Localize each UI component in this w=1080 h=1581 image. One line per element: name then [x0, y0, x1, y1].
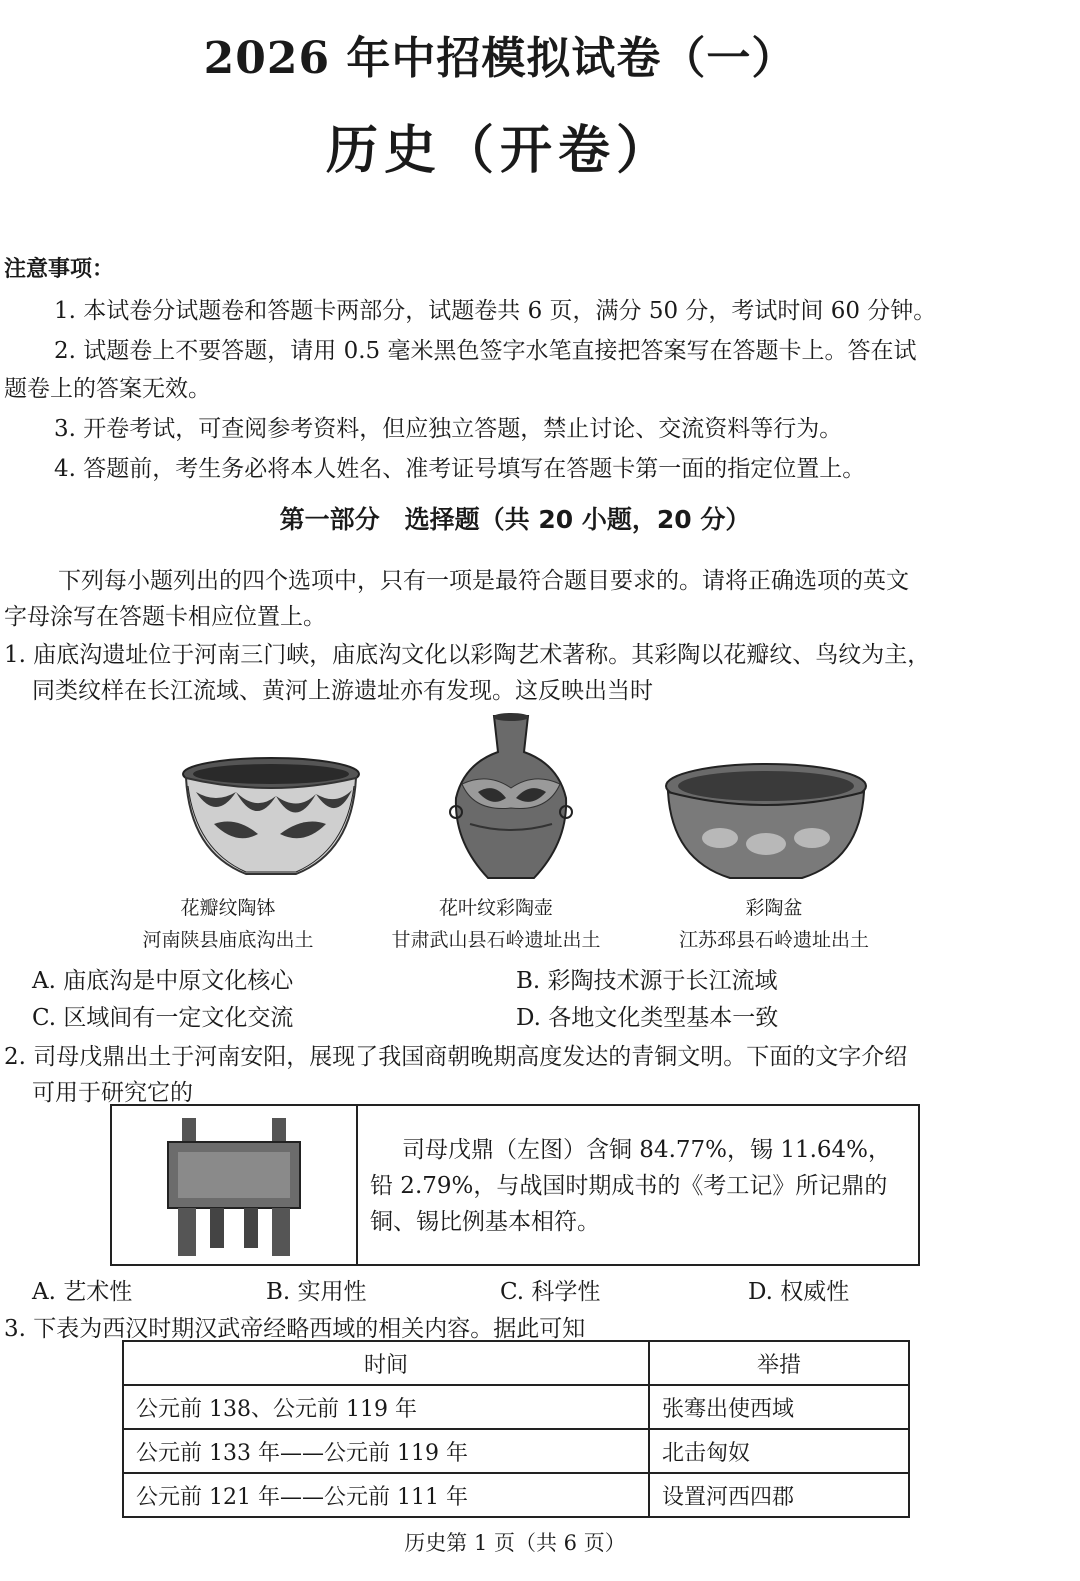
question-1-stem: 1. 庙底沟遗址位于河南三门峡，庙底沟文化以彩陶艺术著称。其彩陶以花瓣纹、鸟纹为主， — [4, 642, 931, 668]
image-caption-origin: 江苏邳县石岭遗址出土 — [678, 929, 869, 951]
image-caption-origin: 甘肃武山县石岭遗址出土 — [391, 929, 601, 951]
question-2-option-b: B. 实用性 — [266, 1279, 367, 1305]
image-caption-name: 花叶纹彩陶壶 — [438, 897, 553, 919]
table-row — [123, 1473, 909, 1517]
image-caption-name: 花瓣纹陶钵 — [180, 897, 276, 919]
question-2-option-c: C. 科学性 — [500, 1279, 601, 1305]
simuwu-ding-image — [164, 1112, 304, 1260]
question-1-stem: 同类纹样在长江流域、黄河上游遗址亦有发现。这反映出当时 — [32, 678, 653, 704]
question-1-option-a: A. 庙底沟是中原文化核心 — [32, 968, 294, 994]
image-caption-name: 彩陶盆 — [745, 897, 803, 919]
table-header-measure: 举措 — [649, 1341, 909, 1385]
table-cell-measure: 设置河西四郡 — [649, 1473, 909, 1517]
painted-basin-image — [660, 760, 872, 882]
question-2-material-box — [110, 1104, 920, 1266]
table-cell-measure: 北击匈奴 — [649, 1429, 909, 1473]
question-1-option-c: C. 区域间有一定文化交流 — [32, 1005, 294, 1031]
question-2-option-a: A. 艺术性 — [32, 1279, 133, 1305]
table-cell-time: 公元前 121 年——公元前 111 年 — [123, 1473, 649, 1517]
notice-item: 3. 开卷考试，可查阅参考资料，但应独立答题，禁止讨论、交流资料等行为。 — [54, 416, 843, 442]
notice-item: 4. 答题前，考生务必将本人姓名、准考证号填写在答题卡第一面的指定位置上。 — [54, 456, 866, 482]
exam-subject: 历史（开卷） — [325, 121, 674, 181]
flower-leaf-jar-image — [448, 712, 574, 884]
question-1-option-b: B. 彩陶技术源于长江流域 — [516, 968, 778, 994]
question-3-table — [122, 1340, 910, 1518]
table-cell-time: 公元前 138、公元前 119 年 — [123, 1385, 649, 1429]
table-cell-measure: 张骞出使西域 — [649, 1385, 909, 1429]
question-2-material-text: 司母戊鼎（左图）含铜 84.77%，锡 11.64%，铅 2.79%，与战国时期成书的《考工记》所记鼎的铜、锡比例基本相符。 — [370, 1137, 892, 1235]
petal-pattern-bowl-image — [176, 752, 366, 882]
page-footer: 历史第 1 页（共 6 页） — [404, 1531, 626, 1555]
section-instructions: 字母涂写在答题卡相应位置上。 — [4, 604, 326, 630]
table-header-row — [123, 1341, 909, 1385]
notice-item: 1. 本试卷分试题卷和答题卡两部分，试题卷共 6 页，满分 50 分，考试时间 60 分钟。 — [54, 298, 937, 324]
exam-title: 2026 年中招模拟试卷（一） — [203, 33, 797, 84]
question-1-option-d: D. 各地文化类型基本一致 — [516, 1005, 779, 1031]
question-2-stem: 可用于研究它的 — [32, 1080, 193, 1106]
table-row — [123, 1385, 909, 1429]
notice-heading: 注意事项： — [4, 257, 115, 282]
question-2-stem: 2. 司母戊鼎出土于河南安阳，展现了我国商朝晚期高度发达的青铜文明。下面的文字介绍 — [4, 1044, 908, 1070]
section-instructions: 下列每小题列出的四个选项中，只有一项是最符合题目要求的。请将正确选项的英文 — [58, 568, 909, 594]
table-row — [123, 1429, 909, 1473]
image-caption-origin: 河南陕县庙底沟出土 — [142, 929, 314, 951]
table-header-time: 时间 — [123, 1341, 649, 1385]
section-heading: 第一部分 选择题（共 20 小题，20 分） — [279, 505, 751, 534]
notice-item: 题卷上的答案无效。 — [4, 376, 211, 402]
question-3-stem: 3. 下表为西汉时期汉武帝经略西域的相关内容。据此可知 — [4, 1316, 586, 1342]
table-cell-time: 公元前 133 年——公元前 119 年 — [123, 1429, 649, 1473]
notice-item: 2. 试题卷上不要答题，请用 0.5 毫米黑色签字水笔直接把答案写在答题卡上。答在试 — [54, 338, 917, 364]
question-2-option-d: D. 权威性 — [748, 1279, 850, 1305]
